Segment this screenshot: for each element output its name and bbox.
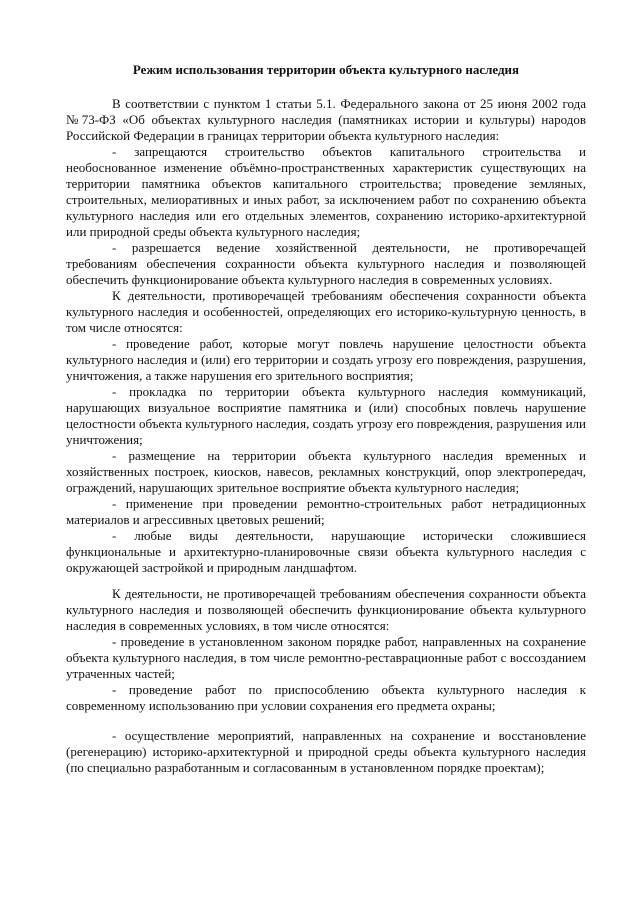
list-item-adaptation-works: - проведение работ по приспособлению объекта культурного наследия к современному использованию при условии сохранения его предмета охраны;: [66, 682, 586, 713]
list-item-environment-measures: - осуществление мероприятий, направленных на сохранение и восстановление (регенерацию) историко-архитектурной и природной среды объекта культурного наследия (по специально разработанным и согласованным в установленном порядке проектам);: [66, 728, 586, 775]
spacer: [66, 714, 586, 728]
spacer: [66, 576, 586, 586]
paragraph-prohibitions: - запрещаются строительство объектов капитального строительства и необоснованное изменение объёмно-пространственных характеристик существующих на территории памятника объектов капитального строительства; проведение земляных, строительных, мелиоративных и иных работ, за исключением работ по сохранению объекта культурного наследия или его отдельных элементов, сохранению историко-архитектурной или природной среды объекта культурного наследия;: [66, 144, 586, 239]
paragraph-allowed-activities-intro: К деятельности, не противоречащей требованиям обеспечения сохранности объекта культурного наследия и позволяющей обеспечить функционирование объекта культурного наследия в современных условиях, в том числе относятся:: [66, 586, 586, 633]
paragraph-intro: В соответствии с пунктом 1 статьи 5.1. Федерального закона от 25 июня 2002 года №73-ФЗ «Об объектах культурного наследия (памятниках истории и культуры) народов Российской Федерации в границах территории объекта культурного наследия:: [66, 96, 586, 143]
list-item-materials: - применение при проведении ремонтно-строительных работ нетрадиционных материалов и агрессивных цветовых решений;: [66, 496, 586, 527]
paragraph-permissions: - разрешается ведение хозяйственной деятельности, не противоречащей требованиям обеспечения сохранности объекта культурного наследия и позволяющей обеспечить функционирование объекта культурного наследия в современных условиях.: [66, 240, 586, 287]
document-page: [66, 62, 586, 776]
list-item-communications: - прокладка по территории объекта культурного наследия коммуникаций, нарушающих визуальное восприятие памятника и (или) способных повлечь нарушение целостности объекта культурного наследия, создать угрозу его повреждения, разрушения или уничтожения;: [66, 384, 586, 447]
document-title: Режим использования территории объекта культурного наследия: [132, 62, 520, 77]
list-item-any-activities: - любые виды деятельности, нарушающие исторически сложившиеся функциональные и архитектурно-планировочные связи объекта культурного наследия с окружающей застройкой и природным ландшафтом.: [66, 528, 586, 575]
list-item-works: - проведение работ, которые могут повлечь нарушение целостности объекта культурного наследия и (или) его территории и создать угрозу его повреждения, разрушения, уничтожения, а также нарушения его зрительного восприятия;: [66, 336, 586, 383]
list-item-temporary-structures: - размещение на территории объекта культурного наследия временных и хозяйственных построек, киосков, навесов, рекламных конструкций, опор электропередач, ограждений, нарушающих зрительное восприятие объекта культурного наследия;: [66, 448, 586, 495]
paragraph-contrary-activities-intro: К деятельности, противоречащей требованиям обеспечения сохранности объекта культурного наследия и особенностей, определяющих его историко-культурную ценность, в том числе относятся:: [66, 288, 586, 335]
list-item-conservation-works: - проведение в установленном законом порядке работ, направленных на сохранение объекта культурного наследия, в том числе ремонтно-реставрационные работ с воссозданием утраченных частей;: [66, 634, 586, 681]
